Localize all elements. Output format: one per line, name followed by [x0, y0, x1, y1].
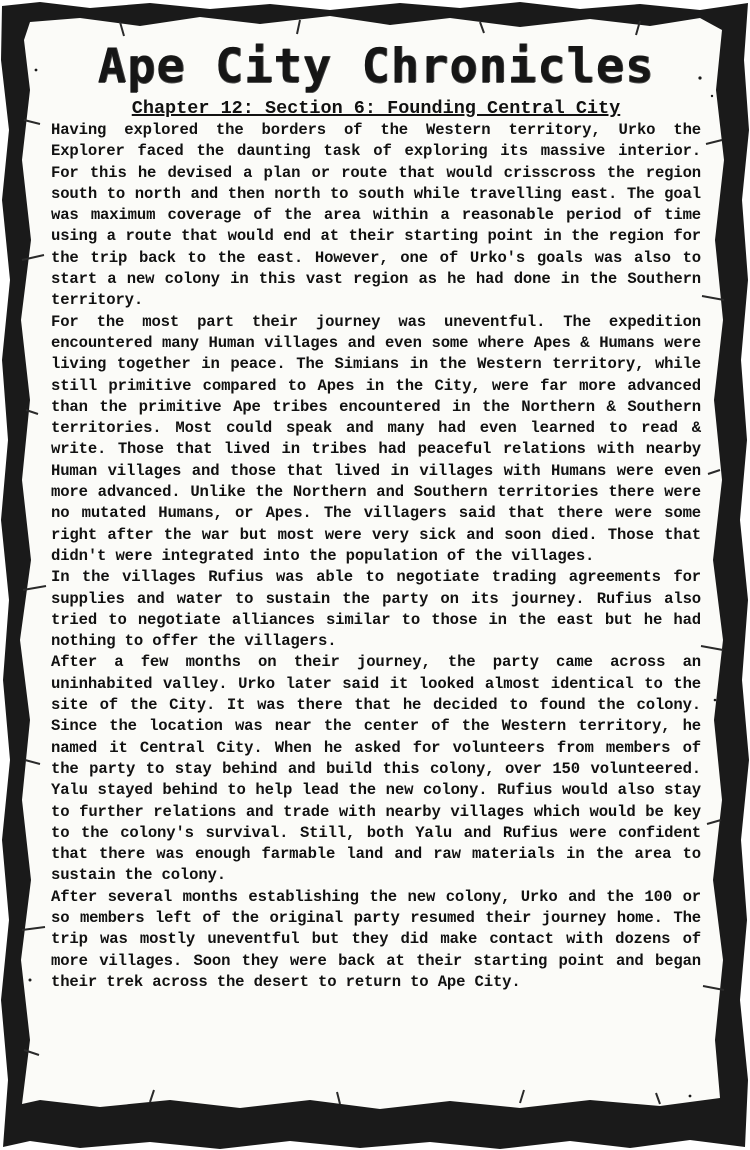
paragraph: For the most part their journey was uneventful. The expedition encountered many Human villages and even some where Apes & Humans were living together in peace. The Simians in the Western territory, while still primitive compared to Apes in the City, were far more advanced than the primitive Ape tribes encountered in the Northern & Southern territories. Most could speak and many had even learned to read & write. Those that lived in tribes had peaceful relations with nearby Human villages and those that lived in villages with Humans were even more advanced. Unlike the Northern and Southern territories there were no mutated Humans, or Apes. The villagers said that there were some right after the war but most were very sick and soon died. Those that didn't were integrated into the population of the villages. — [51, 312, 701, 565]
chapter-heading: Chapter 12: Section 6: Founding Central City — [131, 98, 621, 119]
paragraph: After a few months on their journey, the party came across an uninhabited valley. Urko later said it looked almost identical to the site of the City. It was there that he decided to found the colony. Since the location was near the center of the Western territory, he named it Central City. When he asked for volunteers from members of the party to stay behind and build this colony, over 150 volunteered. Yalu stayed behind to help lead the new colony. Rufius would also stay to further relations and trade with nearby villages which would be key to the colony's survival. Still, both Yalu and Rufius were confident that there was enough farmable land and raw materials in the area to sustain the colony. — [51, 653, 701, 885]
chronicle-body — [51, 120, 701, 993]
paragraph: After several months establishing the new colony, Urko and the 100 or so members left of the original party resumed their journey home. The trip was mostly uneventful but they did make contact with dozens of more villages. Soon they were back at their starting point and began their trek across the desert to return to Ape City. — [51, 887, 701, 991]
page-title: Ape City Chronicles — [97, 39, 655, 94]
paragraph: Having explored the borders of the Western territory, Urko the Explorer faced the daunting task of exploring its massive interior. For this he devised a plan or route that would crisscross the region south to north and then north to south while travelling east. The goal was maximum coverage of the area within a reasonable period of time using a route that would end at their starting point in the region for the trip back to the east. However, one of Urko's goals was also to start a new colony in this vast region as he had done in the Southern territory. — [51, 121, 701, 310]
paragraph: In the villages Rufius was able to negotiate trading agreements for supplies and water to sustain the party on its journey. Rufius also tried to negotiate alliances similar to those in the east but he had nothing to offer the villagers. — [51, 568, 701, 651]
chronicle-page — [51, 38, 701, 993]
